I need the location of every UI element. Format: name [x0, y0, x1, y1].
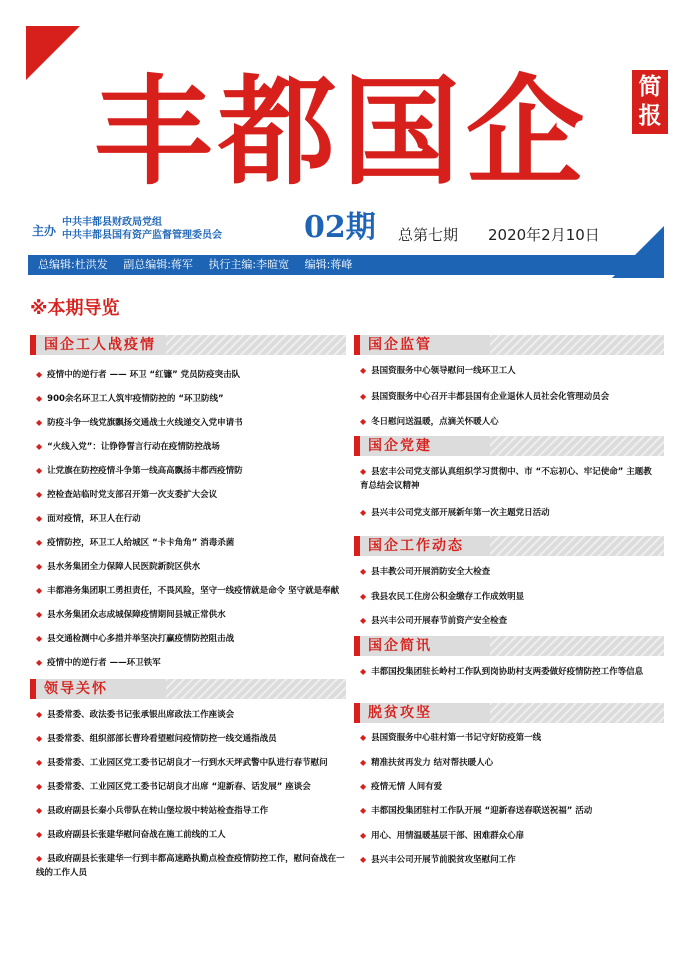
bullet-icon: ◆	[360, 417, 367, 426]
section-title: 国企监管	[368, 337, 432, 353]
toc-item[interactable]	[360, 614, 660, 628]
toc-item-text: 丰都国投集团驻村工作队开展 “迎新春送春联送祝福” 活动	[371, 806, 593, 816]
toc-item-text: 县丰教公司开展消防安全大检查	[371, 567, 491, 577]
toc-item-text: 控检查站临时党支部召开第一次支委扩大会议	[47, 490, 218, 500]
toc-item[interactable]	[36, 632, 348, 646]
toc-item-text: 县兴丰公司开展节前脱贫攻坚慰问工作	[371, 855, 516, 865]
bullet-icon: ◆	[36, 710, 43, 719]
toc-item[interactable]	[36, 708, 348, 722]
bullet-icon: ◆	[36, 514, 43, 523]
toc-item[interactable]	[36, 584, 348, 598]
toc-item-text: 县水务集团众志成城保障疫情期间县城正常供水	[47, 610, 226, 620]
toc-item-text: 县委常委、工业园区党工委书记胡良才一行到水天坪武警中队进行春节慰问	[47, 758, 328, 768]
bullet-icon: ◆	[36, 830, 43, 839]
bullet-icon: ◆	[36, 538, 43, 547]
toc-item-text: 我县农民工住房公积金缴存工作成效明显	[371, 592, 525, 602]
issue-date: 2020年2月10日	[488, 226, 600, 244]
toc-item-text: 县国资服务中心驻村第一书记守好防疫第一线	[371, 733, 542, 743]
toc-item[interactable]	[36, 852, 348, 880]
brief-badge-text: 简报	[638, 74, 662, 129]
section-header	[354, 636, 664, 656]
bullet-icon: ◆	[360, 782, 367, 791]
section-header	[30, 679, 346, 699]
toc-item-text: 县国资服务中心召开丰都县国有企业退休人员社会化管理动员会	[371, 392, 610, 402]
toc-item[interactable]	[36, 804, 348, 818]
toc-item-text: 县政府副县长张建华一行到丰都高速路执勤点检查疫情防控工作，慰问奋战在一线的工作人员	[36, 854, 345, 878]
guide-title: ※本期导览	[30, 298, 120, 319]
bullet-icon: ◆	[36, 370, 43, 379]
masthead-title: 丰都国企	[94, 63, 591, 201]
toc-item-text: 丰都港务集团职工勇担责任，不畏风险，坚守一线疫情就是命令 坚守就是奉献	[47, 586, 340, 596]
toc-item-text: 冬日慰问送温暖，点滴关怀暖人心	[371, 417, 499, 427]
section-header	[354, 436, 664, 456]
sponsor-lines	[62, 216, 222, 242]
toc-item[interactable]	[36, 780, 348, 794]
editor: 编辑:蒋峰	[304, 258, 353, 271]
toc-item-text: 县兴丰公司开展春节前资产安全检查	[371, 616, 508, 626]
toc-item[interactable]	[36, 608, 348, 622]
bullet-icon: ◆	[36, 658, 43, 667]
toc-item[interactable]	[360, 829, 660, 843]
bullet-icon: ◆	[36, 490, 43, 499]
editor-in-chief: 总编辑:杜洪发	[38, 258, 108, 271]
bullet-icon: ◆	[36, 442, 43, 451]
toc-item-text: 县委常委、政法委书记张承银出席政法工作座谈会	[47, 710, 235, 720]
toc-item-text: 疫情中的逆行者 —— 环卫 “红镰” 党员防疫突击队	[47, 370, 241, 380]
toc-item-text: 县兴丰公司党支部开展新年第一次主题党日活动	[371, 508, 550, 518]
sponsor-line: 中共丰都县国有资产监督管理委员会	[62, 230, 222, 241]
toc-item-text: 县委常委、组织部部长曹玲看望慰问疫情防控一线交通指战员	[47, 734, 277, 744]
section-title: 国企工人战疫情	[44, 337, 156, 353]
toc-item-text: 疫情中的逆行者 ——环卫铁军	[47, 658, 161, 668]
toc-item-text: 防疫斗争一线党旗飘扬交通战士火线递交入党申请书	[47, 418, 243, 428]
toc-item[interactable]	[360, 804, 660, 818]
toc-item[interactable]	[360, 390, 660, 404]
bullet-icon: ◆	[36, 806, 43, 815]
toc-item[interactable]	[36, 512, 348, 526]
toc-item[interactable]	[36, 756, 348, 770]
toc-item[interactable]	[36, 464, 348, 478]
sponsor-label: 主办	[32, 224, 57, 238]
deputy-editor: 副总编辑:蒋军	[123, 258, 193, 271]
toc-item[interactable]	[360, 780, 660, 794]
bullet-icon: ◆	[360, 806, 367, 815]
toc-item[interactable]	[36, 536, 348, 550]
toc-item-text: 县委常委、工业园区党工委书记胡良才出席 “迎新春、话发展” 座谈会	[47, 782, 311, 792]
toc-item-text: 面对疫情，环卫人在行动	[47, 514, 141, 524]
toc-item[interactable]	[360, 756, 660, 770]
section-title: 国企党建	[368, 438, 432, 454]
executive-editor: 执行主编:李暄宽	[208, 258, 290, 271]
toc-item-text: 县政府副县长秦小兵带队在转山堡垃圾中转站检查指导工作	[47, 806, 269, 816]
bullet-icon: ◆	[360, 567, 367, 576]
toc-item-text: 丰都国投集团驻长岭村工作队到岗协助村支两委做好疫情防控工作等信息	[371, 667, 644, 677]
toc-item[interactable]	[36, 732, 348, 746]
toc-item[interactable]	[360, 465, 660, 493]
bullet-icon: ◆	[360, 392, 367, 401]
toc-item-text: 县交通检测中心多措并举坚决打赢疫情防控阻击战	[47, 634, 235, 644]
section-header	[354, 703, 664, 723]
toc-item-text: 疫情防控，环卫工人给城区 “卡卡角角” 消毒杀菌	[47, 538, 235, 548]
toc-item-text: 疫情无情 人间有爱	[371, 782, 443, 792]
toc-item-text: 精准扶贫再发力 结对帮扶暖人心	[371, 758, 494, 768]
section-title: 领导关怀	[44, 681, 108, 697]
toc-item[interactable]	[360, 415, 660, 429]
bullet-icon: ◆	[360, 855, 367, 864]
bullet-icon: ◆	[36, 394, 43, 403]
bullet-icon: ◆	[36, 562, 43, 571]
toc-item-text: “火线入党”：让铮铮誓言行动在疫情防控战场	[47, 442, 220, 452]
bullet-icon: ◆	[36, 466, 43, 475]
section-title: 国企工作动态	[368, 538, 464, 554]
toc-item[interactable]	[36, 560, 348, 574]
bullet-icon: ◆	[360, 467, 367, 476]
bullet-icon: ◆	[360, 733, 367, 742]
toc-item[interactable]	[36, 656, 348, 670]
bullet-icon: ◆	[36, 418, 43, 427]
toc-item[interactable]	[360, 665, 660, 679]
issue-number: 02期	[304, 210, 376, 245]
toc-item[interactable]	[36, 828, 348, 842]
toc-item[interactable]	[360, 364, 660, 378]
toc-item-text: 县政府副县长张建华慰问奋战在施工前线的工人	[47, 830, 226, 840]
bullet-icon: ◆	[36, 782, 43, 791]
bullet-icon: ◆	[360, 758, 367, 767]
toc-item-text: 县水务集团全力保障人民医院新院区供水	[47, 562, 201, 572]
toc-item[interactable]	[360, 565, 660, 579]
toc-item[interactable]	[36, 368, 348, 382]
bullet-icon: ◆	[360, 366, 367, 375]
corner-decoration-red	[26, 26, 80, 80]
editor-bar	[28, 255, 663, 275]
toc-item-text: 900余名环卫工人筑牢疫情防控的 “环卫防线”	[47, 394, 224, 404]
bullet-icon: ◆	[360, 508, 367, 517]
bullet-icon: ◆	[36, 586, 43, 595]
bullet-icon: ◆	[36, 734, 43, 743]
section-title: 脱贫攻坚	[368, 705, 432, 721]
bullet-icon: ◆	[36, 634, 43, 643]
bullet-icon: ◆	[360, 831, 367, 840]
toc-item[interactable]	[36, 416, 348, 430]
bullet-icon: ◆	[36, 610, 43, 619]
toc-item-text: 县宏丰公司党支部认真组织学习贯彻中、市 “不忘初心、牢记使命” 主题教育总结会议精神	[360, 467, 652, 491]
issue-total: 总第七期	[398, 226, 459, 244]
section-header	[30, 335, 346, 355]
section-header	[354, 536, 664, 556]
brief-badge	[632, 70, 668, 134]
toc-item[interactable]	[360, 731, 660, 745]
bullet-icon: ◆	[36, 854, 43, 863]
toc-item[interactable]	[36, 440, 348, 454]
toc-item-text: 县国资服务中心领导慰问一线环卫工人	[371, 366, 516, 376]
bullet-icon: ◆	[36, 758, 43, 767]
toc-item-text: 让党旗在防控疫情斗争第一线高高飘扬丰都西疫情防	[47, 466, 243, 476]
toc-item[interactable]	[360, 506, 660, 520]
toc-item[interactable]	[36, 488, 348, 502]
bullet-icon: ◆	[360, 616, 367, 625]
section-header	[354, 335, 664, 355]
toc-item[interactable]	[360, 590, 660, 604]
toc-item[interactable]	[36, 392, 348, 406]
toc-item-text: 用心、用情温暖基层干部、困难群众心扉	[371, 831, 525, 841]
bullet-icon: ◆	[360, 667, 367, 676]
toc-item[interactable]	[360, 853, 660, 867]
section-title: 国企简讯	[368, 638, 432, 654]
sponsor-line: 中共丰都县财政局党组	[62, 217, 162, 228]
bullet-icon: ◆	[360, 592, 367, 601]
